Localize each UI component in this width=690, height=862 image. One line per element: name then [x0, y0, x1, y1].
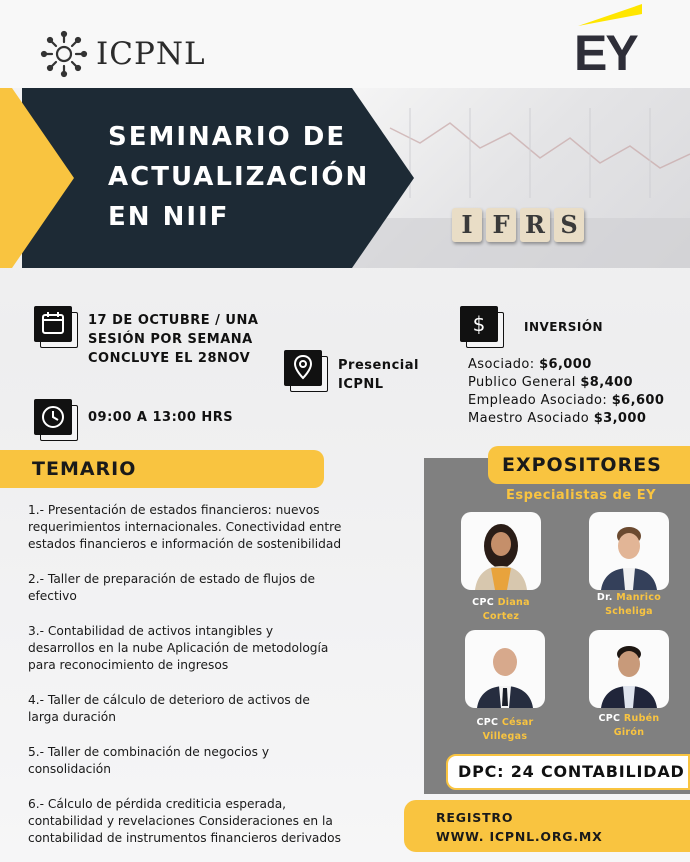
ifrs-block-r: R — [520, 208, 550, 242]
location-pin-icon — [284, 350, 322, 386]
speaker-name: CPC Rubén Girón — [598, 713, 660, 738]
registro-banner[interactable] — [404, 800, 690, 852]
temario-title: TEMARIO — [32, 458, 137, 480]
topic-item: 1.- Presentación de estados financieros: nuevos requerimientos internacionales. Conectividad entre estados financieros e información de sostenibilidad — [28, 503, 342, 551]
calendar-icon — [34, 306, 72, 342]
speaker-photo — [461, 512, 541, 590]
speaker-name: Dr. Manrico Scheliga — [596, 592, 662, 617]
price-row: Asociado: $6,000 — [468, 357, 592, 372]
dpc-text: DPC: 24 CONTABILIDAD — [458, 762, 685, 781]
expositores-title: EXPOSITORES — [502, 454, 662, 476]
ifrs-block-s: S — [554, 208, 584, 242]
time-text: 09:00 A 13:00 HRS — [88, 410, 234, 425]
date-line-1: 17 DE OCTUBRE / UNA — [88, 313, 259, 328]
icpnl-logo-text: ICPNL — [96, 36, 206, 72]
ifrs-block-f: F — [486, 208, 516, 242]
location-line-2: ICPNL — [338, 377, 384, 392]
seminar-title-line-3: EN NIIF — [108, 202, 230, 232]
speaker-photo — [589, 630, 669, 708]
location-line-1: Presencial — [338, 358, 419, 373]
date-line-2: SESIÓN POR SEMANA — [88, 332, 253, 347]
topic-item: 3.- Contabilidad de activos intangibles y desarrollos en la nube Aplicación de metodología para reconocimiento de ingresos — [28, 624, 329, 672]
price-row: Publico General $8,400 — [468, 375, 633, 390]
icpnl-logo-icon — [40, 30, 88, 78]
dollar-icon: $ — [460, 306, 498, 342]
price-row: Maestro Asociado $3,000 — [468, 411, 647, 426]
registro-url-link[interactable]: WWW. ICPNL.ORG.MX — [436, 829, 603, 844]
speaker-photo — [465, 630, 545, 708]
date-line-3: CONCLUYE EL 28NOV — [88, 351, 251, 366]
seminar-title-line-1: SEMINARIO DE — [108, 122, 347, 152]
speaker-photo — [589, 512, 669, 590]
topic-item: 2.- Taller de preparación de estado de flujos de efectivo — [28, 572, 315, 603]
price-row: Empleado Asociado: $6,600 — [468, 393, 665, 408]
topic-item: 5.- Taller de combinación de negocios y consolidación — [28, 745, 270, 776]
ey-logo-text: EY — [574, 25, 637, 81]
speaker-name: CPC Diana Cortez — [472, 597, 530, 622]
topic-item: 6.- Cálculo de pérdida crediticia esperada, contabilidad y revelaciones Consideraciones en la contabilidad de instrumentos financieros derivados — [28, 797, 341, 845]
speaker-name: CPC César Villegas — [476, 717, 534, 742]
registro-label: REGISTRO — [436, 810, 514, 825]
clock-icon — [34, 399, 72, 435]
expositores-subtitle: Especialistas de EY — [506, 488, 657, 503]
seminar-title-line-2: ACTUALIZACIÓN — [108, 162, 370, 192]
investment-label: INVERSIÓN — [524, 320, 604, 334]
ey-logo-beam-icon — [578, 4, 642, 26]
topic-item: 4.- Taller de cálculo de deterioro de activos de larga duración — [28, 693, 310, 724]
yellow-chevron-decoration — [0, 88, 74, 268]
ifrs-block-i: I — [452, 208, 482, 242]
